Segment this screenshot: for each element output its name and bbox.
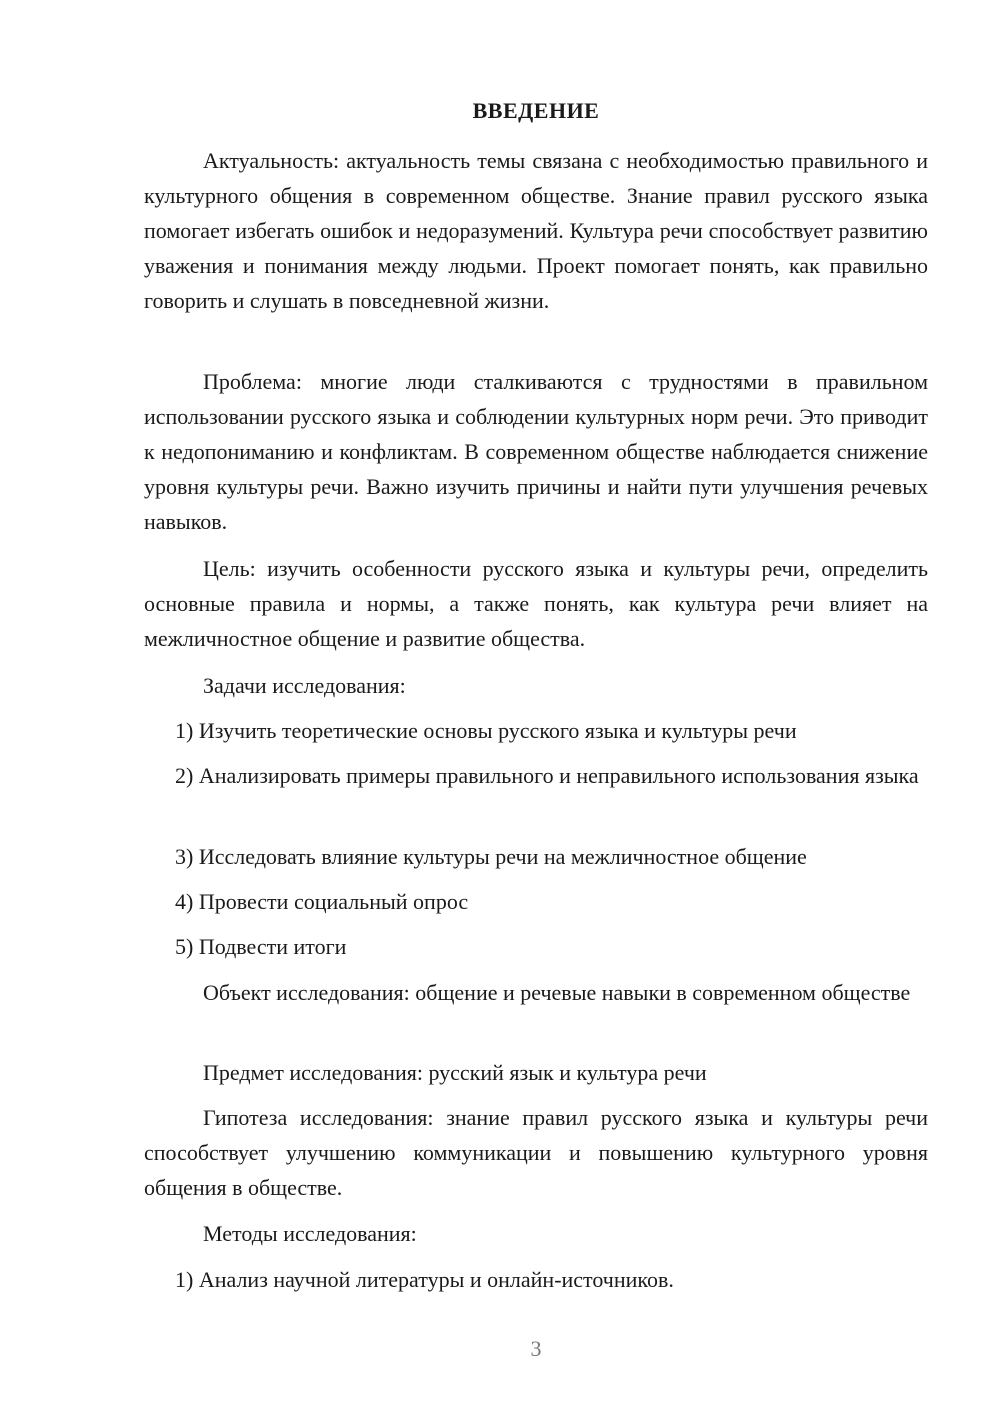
paragraph-problem: Проблема: многие люди сталкиваются с трудностями в правильном использовании русского языка и соблюдении культурных норм речи. Это приводит к недопониманию и конфликтам. В современном обществе наблюдается снижение уровня культуры речи. Важно изучить причины и найти пути улучшения речевых навыков.: [144, 369, 928, 534]
task-item-4: 4) Провести социальный опрос: [175, 889, 469, 914]
paragraph-subject: Предмет исследования: русский язык и культура речи: [203, 1060, 707, 1085]
document-page: [144, 0, 928, 1414]
tasks-title: Задачи исследования:: [203, 673, 406, 698]
methods-title: Методы исследования:: [203, 1221, 417, 1246]
task-item-1: 1) Изучить теоретические основы русского языка и культуры речи: [175, 718, 797, 743]
paragraph-relevance: Актуальность: актуальность темы связана с необходимостью правильного и культурного общения в современном обществе. Знание правил русского языка помогает избегать ошибок и недоразумений. Культура речи способствует развитию уважения и понимания между людьми. Проект помогает понять, как правильно говорить и слушать в повседневной жизни.: [144, 148, 928, 313]
paragraph-hypothesis: Гипотеза исследования: знание правил русского языка и культуры речи способствует улучшению коммуникации и повышению культурного уровня общения в обществе.: [144, 1105, 928, 1200]
page-number: 3: [530, 1336, 542, 1361]
paragraph-object: Объект исследования: общение и речевые навыки в современном обществе: [203, 980, 911, 1005]
method-item-1: 1) Анализ научной литературы и онлайн-источников.: [175, 1267, 674, 1292]
section-heading: ВВЕДЕНИЕ: [472, 98, 600, 123]
task-item-5: 5) Подвести итоги: [175, 934, 347, 959]
task-item-2: 2) Анализировать примеры правильного и неправильного использования языка: [175, 763, 919, 788]
paragraph-goal: Цель: изучить особенности русского языка и культуры речи, определить основные правила и нормы, а также понять, как культура речи влияет на межличностное общение и развитие общества.: [144, 556, 928, 651]
task-item-3: 3) Исследовать влияние культуры речи на межличностное общение: [175, 844, 807, 869]
